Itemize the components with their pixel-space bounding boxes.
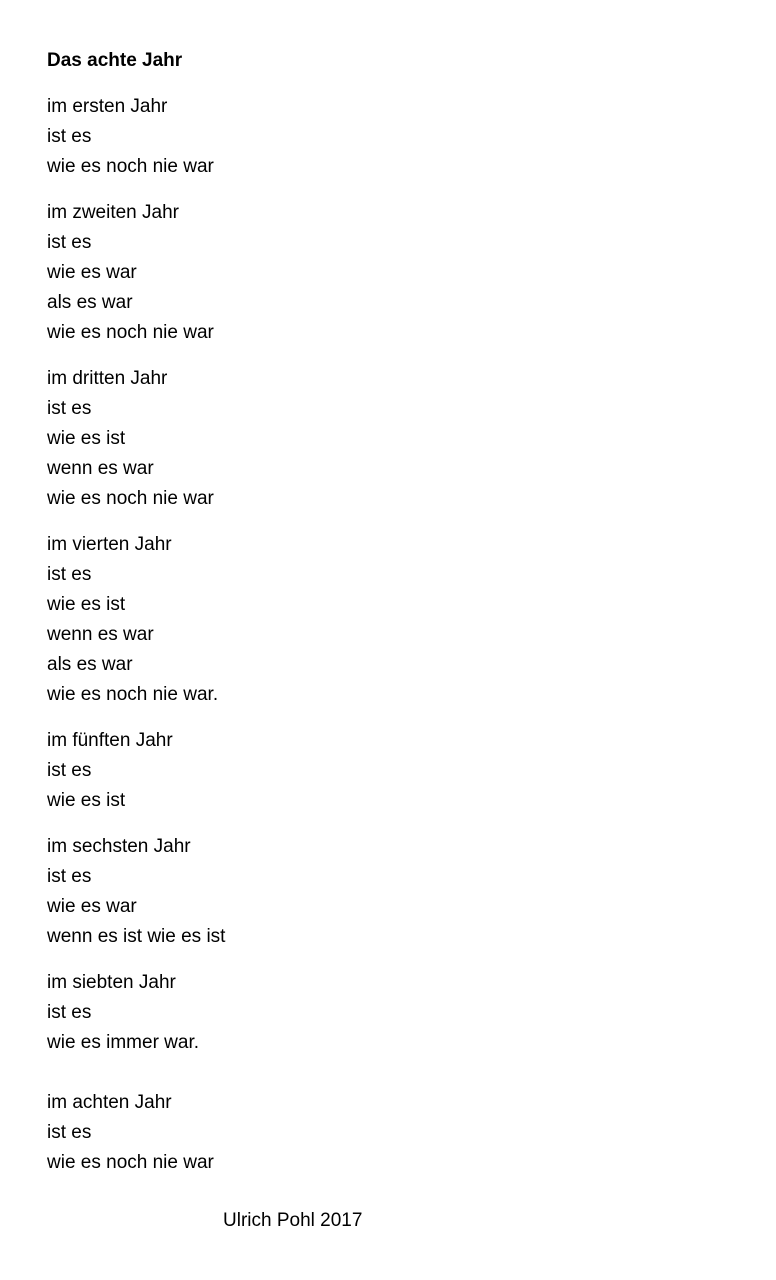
poem-line: wenn es ist wie es ist [47,926,226,947]
poem-stanza [47,1088,747,1178]
poem-line: ist es [47,866,92,887]
poem-line: im vierten Jahr [47,534,172,555]
poem-title: Das achte Jahr [47,50,183,71]
poem-line: wie es war [47,262,137,283]
poem-line: im dritten Jahr [47,368,168,389]
poem-stanza [47,364,747,514]
poem-line: im siebten Jahr [47,972,176,993]
poem-line: ist es [47,126,92,147]
poem-line: wenn es war [47,458,154,479]
poem-line: ist es [47,398,92,419]
poem-stanza [47,92,747,182]
poem-line: ist es [47,1122,92,1143]
poem-line: ist es [47,564,92,585]
poem-line: wie es noch nie war [47,1152,214,1173]
poem-line: wenn es war [47,624,154,645]
poem-stanza [47,832,747,952]
poem-body [47,92,747,1178]
poem-line: wie es noch nie war. [47,684,219,705]
author-signature: Ulrich Pohl 2017 [223,1210,363,1231]
poem-page [47,46,747,1194]
poem-line: als es war [47,292,133,313]
poem-stanza [47,530,747,710]
poem-line: wie es war [47,896,137,917]
poem-line: wie es noch nie war [47,488,214,509]
poem-line: im sechsten Jahr [47,836,191,857]
poem-stanza [47,198,747,348]
poem-line: ist es [47,232,92,253]
poem-stanza [47,726,747,816]
poem-line: im ersten Jahr [47,96,168,117]
poem-line: ist es [47,760,92,781]
poem-line: im zweiten Jahr [47,202,179,223]
poem-line: wie es noch nie war [47,322,214,343]
poem-line: als es war [47,654,133,675]
poem-line: wie es ist [47,790,126,811]
poem-stanza [47,968,747,1058]
poem-line: wie es ist [47,428,126,449]
poem-line: im fünften Jahr [47,730,173,751]
poem-line: wie es immer war. [47,1032,200,1053]
poem-line: im achten Jahr [47,1092,172,1113]
poem-line: wie es ist [47,594,126,615]
poem-line: wie es noch nie war [47,156,214,177]
poem-line: ist es [47,1002,92,1023]
